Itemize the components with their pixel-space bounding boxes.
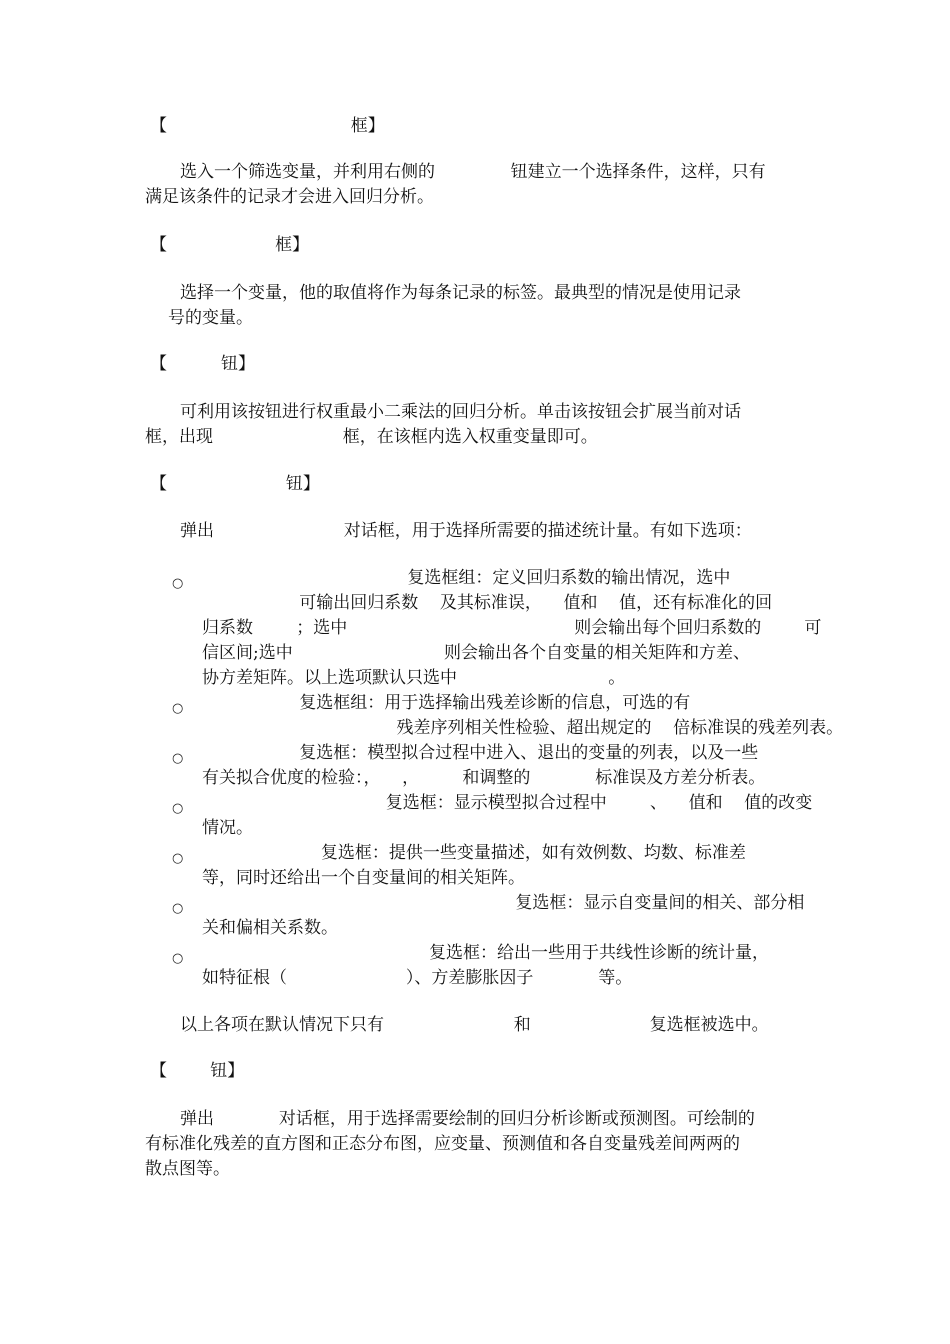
bullet-icon: ○ [172, 951, 184, 966]
list-item-line: 有关拟合优度的检验：， ， 和调整的 标准误及方差分析表。 [202, 768, 766, 788]
list-item-line: 可输出回归系数 及其标准误， 值和 值，还有标准化的回 [202, 593, 773, 613]
paragraph-line: 框，出现 框，在该框内选入权重变量即可。 [145, 427, 598, 447]
bullet-icon: ○ [172, 801, 184, 816]
list-item-line: 复选框组：用于选择输出残差诊断的信息，可选的有 [202, 693, 691, 713]
section-heading: 【 钮】 [150, 354, 256, 374]
paragraph-line: 号的变量。 [168, 308, 253, 328]
list-item-line: 复选框：显示自变量间的相关、部分相 [202, 893, 805, 913]
list-item-line: 信区间;选中 则会输出各个自变量的相关矩阵和方差、 [202, 643, 751, 663]
list-item-line: 情况。 [202, 818, 253, 838]
bullet-icon: ○ [172, 576, 184, 591]
section-heading: 【 钮】 [150, 474, 320, 494]
list-item-line: 关和偏相关系数。 [202, 918, 338, 938]
bullet-icon: ○ [172, 751, 184, 766]
bullet-icon: ○ [172, 701, 184, 716]
paragraph-line: 选入一个筛选变量，并利用右侧的 钮建立一个选择条件，这样，只有 [180, 162, 766, 182]
list-item-line: 复选框：提供一些变量描述，如有效例数、均数、标准差 [202, 843, 746, 863]
list-item-line: 归系数 ；选中 则会输出每个回归系数的 可 [202, 618, 822, 638]
paragraph-line: 以上各项在默认情况下只有 和 复选框被选中。 [180, 1015, 769, 1035]
paragraph-line: 满足该条件的记录才会进入回归分析。 [145, 187, 434, 207]
list-item-line: 等，同时还给出一个自变量间的相关矩阵。 [202, 868, 525, 888]
paragraph-line: 弹出 对话框，用于选择需要绘制的回归分析诊断或预测图。可绘制的 [180, 1109, 755, 1129]
list-item-line: 协方差矩阵。以上选项默认只选中 。 [202, 668, 626, 688]
list-item-line: 如特征根（ ）、方差膨胀因子 等。 [202, 968, 633, 988]
paragraph-line: 选择一个变量，他的取值将作为每条记录的标签。最典型的情况是使用记录 [180, 283, 741, 303]
bullet-icon: ○ [172, 851, 184, 866]
paragraph-line: 可利用该按钮进行权重最小二乘法的回归分析。单击该按钮会扩展当前对话 [180, 402, 741, 422]
section-heading: 【 框】 [150, 235, 310, 255]
list-item-line: 复选框组：定义回归系数的输出情况，选中 [202, 568, 731, 588]
paragraph-line: 有标准化残差的直方图和正态分布图，应变量、预测值和各自变量残差间两两的 [145, 1134, 740, 1154]
list-item-line: 残差序列相关性检验、超出规定的 倍标准误的残差列表。 [202, 718, 844, 738]
paragraph-line: 散点图等。 [145, 1159, 230, 1179]
list-item-line: 复选框：给出一些用于共线性诊断的统计量， [202, 943, 769, 963]
section-heading: 【 钮】 [150, 1061, 245, 1081]
bullet-icon: ○ [172, 901, 184, 916]
section-heading: 【 框】 [150, 116, 385, 136]
list-item-line: 复选框：模型拟合过程中进入、退出的变量的列表，以及一些 [202, 743, 759, 763]
list-item-line: 复选框：显示模型拟合过程中 、 值和 值的改变 [202, 793, 813, 813]
paragraph-line: 弹出 对话框，用于选择所需要的描述统计量。有如下选项： [180, 521, 752, 541]
